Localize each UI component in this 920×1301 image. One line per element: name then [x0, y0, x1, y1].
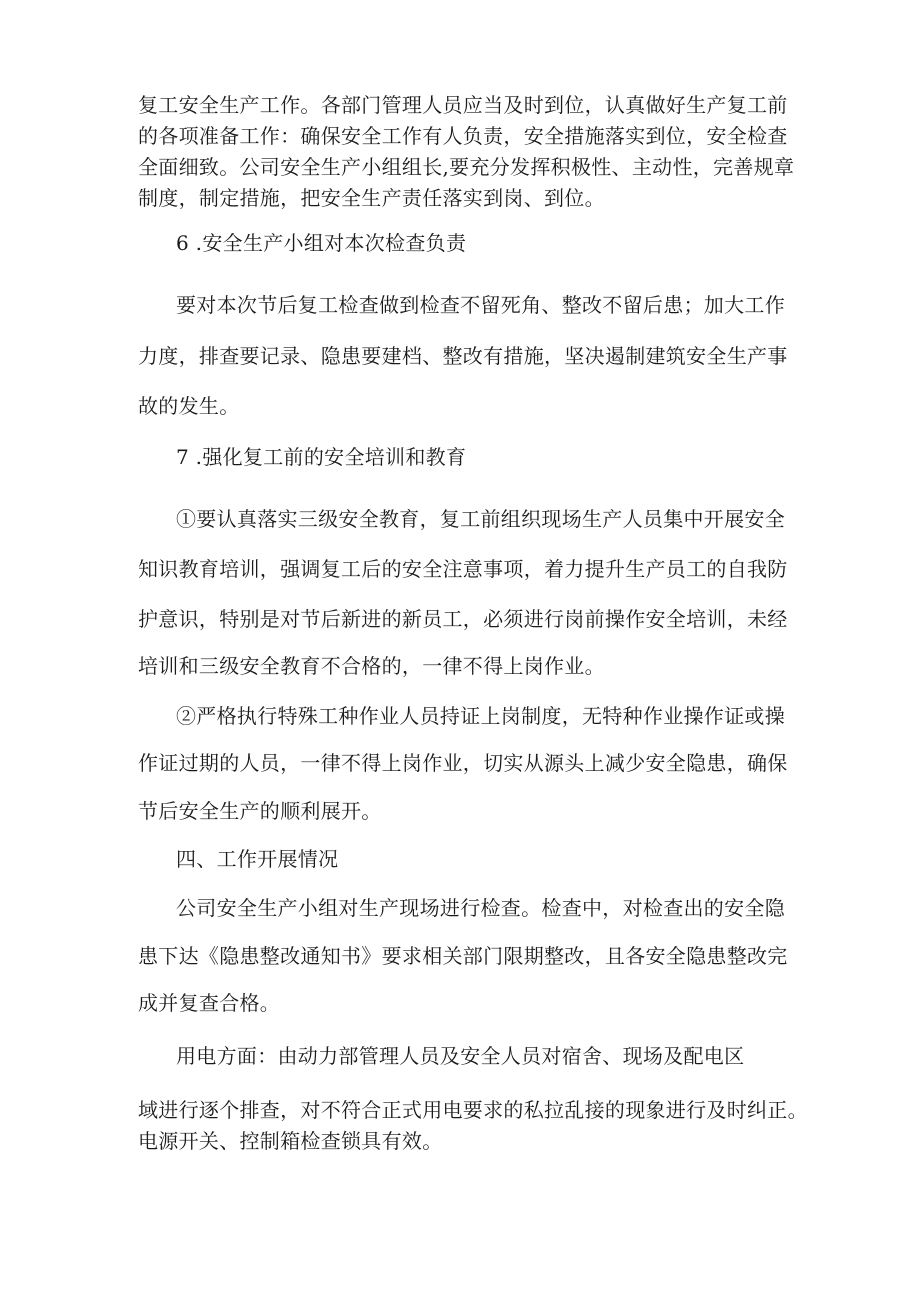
text-line: 知识教育培训，强调复工后的安全注意事项，着力提升生产员工的自我防 — [138, 557, 788, 581]
text-line: 制度，制定措施，把安全生产责任落实到岗、到位。 — [138, 186, 605, 210]
section-heading-7: 7 .强化复工前的安全培训和教育 — [176, 445, 467, 469]
text-line: 的各项准备工作：确保安全工作有人负责，安全措施落实到位，安全检查 — [138, 124, 788, 148]
text-line: 力度，排查要记录、隐患要建档、整改有措施，坚决遏制建筑安全生产事 — [138, 344, 788, 368]
text-line: 公司安全生产小组对生产现场进行检查。检查中，对检查出的安全隐 — [176, 896, 785, 920]
text-line: 患下达《隐患整改通知书》要求相关部门限期整改，且各安全隐患整改完 — [138, 944, 788, 968]
text-line: 护意识，特别是对节后新进的新员工，必须进行岗前操作安全培训，未经 — [138, 607, 788, 631]
text-line: 成并复查合格。 — [138, 991, 281, 1015]
text-line: ②严格执行特殊工种作业人员持证上岗制度，无特种作业操作证或操 — [176, 704, 785, 728]
text-line: 作证过期的人员，一律不得上岗作业，切实从源头上减少安全隐患，确保 — [138, 751, 788, 775]
text-line: 故的发生。 — [138, 394, 240, 418]
text-line: 节后安全生产的顺利展开。 — [138, 799, 382, 823]
text-line: 培训和三级安全教育不合格的，一律不得上岗作业。 — [138, 654, 605, 678]
text-line: 复工安全生产工作。各部门管理人员应当及时到位，认真做好生产复工前 — [138, 93, 788, 117]
section-heading-4: 四、工作开展情况 — [176, 847, 339, 871]
text-line: 域进行逐个排查，对不符合正式用电要求的私拉乱接的现象进行及时纠正。 — [138, 1098, 808, 1122]
text-line: 用电方面：由动力部管理人员及安全人员对宿舍、现场及配电区 — [176, 1044, 745, 1068]
text-line: 电源开关、控制箱检查锁具有效。 — [138, 1129, 443, 1153]
text-line: 全面细致。公司安全生产小组组长,要充分发挥积极性、主动性，完善规章 — [138, 155, 795, 179]
text-line: ①要认真落实三级安全教育，复工前组织现场生产人员集中开展安全 — [176, 507, 785, 531]
section-heading-6: 6 .安全生产小组对本次检查负责 — [176, 231, 467, 255]
text-line: 要对本次节后复工检查做到检查不留死角、整改不留后患；加大工作 — [176, 293, 785, 317]
